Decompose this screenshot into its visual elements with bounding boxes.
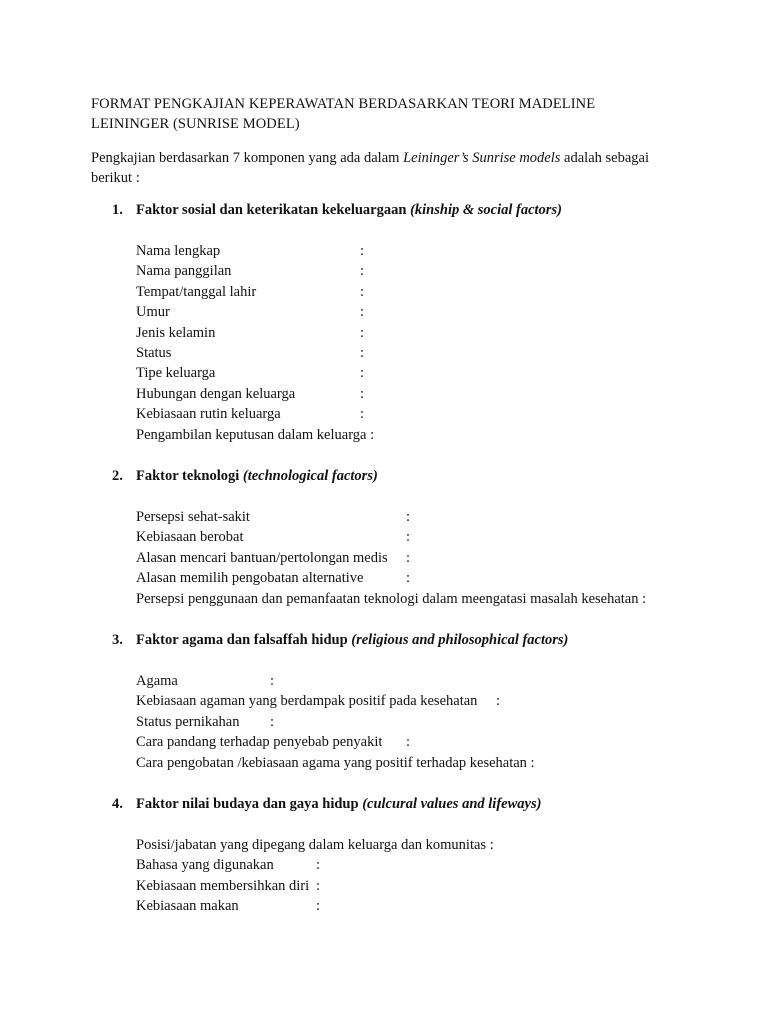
section-title: Faktor sosial dan keterikatan kekeluargaan [136,202,407,218]
field-row-agama [136,671,736,691]
field-colon: : [406,570,411,587]
field-colon: : [360,324,365,341]
field-row-kebiasaan-agama [136,691,736,711]
field-colon: : [360,243,365,259]
intro-suffix: adalah sebagai [560,150,649,166]
section-1-fields [136,241,736,445]
section-title-english: (technological factors) [242,468,378,484]
section-title: Faktor teknologi [136,468,240,484]
field-label: Kebiasaan makan [136,898,239,915]
field-label: Hubungan dengan keluarga [136,385,296,402]
field-colon: : [316,857,321,874]
field-label: Persepsi penggunaan dan pemanfaatan teknologi dalam meengatasi masalah kesehatan : [136,590,647,607]
section-title-english: (religious and philosophical factors) [351,632,569,648]
field-label: Kebiasaan agaman yang berdampak positif pada kesehatan [136,693,478,710]
section-2-fields [136,507,736,609]
field-label: Kebiasaan membersihkan diri [136,877,310,894]
field-row-cara-pandang [136,732,736,752]
field-label: Bahasa yang digunakan [136,857,274,874]
field-label: Tipe keluarga [136,365,216,382]
section-number: 3. [112,632,123,648]
field-label: Kebiasaan berobat [136,529,244,546]
section-number: 1. [112,202,123,218]
field-colon: : [360,344,365,361]
field-row-status-pernikahan [136,712,736,732]
field-row-nama-panggilan [136,261,736,281]
field-row-alasan-mencari-bantuan [136,548,736,568]
field-row-cara-pengobatan [136,753,736,773]
section-title: Faktor nilai budaya dan gaya hidup [136,796,359,812]
field-label: Nama panggilan [136,263,232,280]
field-colon: : [270,713,275,730]
field-label: Cara pandang terhadap penyebab penyakit [136,734,383,751]
field-row-alasan-memilih-alternative [136,568,736,588]
field-row-hubungan-keluarga [136,384,736,404]
field-row-persepsi-sehat-sakit [136,507,736,527]
field-row-kebiasaan-berobat [136,527,736,547]
field-row-tipe-keluarga [136,363,736,383]
field-label: Cara pengobatan /kebiasaan agama yang positif terhadap kesehatan : [136,754,535,771]
field-colon: : [406,549,411,566]
section-title: Faktor agama dan falsaffah hidup [136,632,348,648]
field-row-kebiasaan-membersihkan-diri [136,876,736,896]
field-row-nama-lengkap [136,241,736,261]
field-label: Tempat/tanggal lahir [136,283,257,300]
field-label: Posisi/jabatan yang dipegang dalam keluarga dan komunitas : [136,837,494,853]
field-label: Kebiasaan rutin keluarga [136,406,281,423]
intro-paragraph [91,148,691,189]
field-label: Persepsi sehat-sakit [136,509,250,525]
field-row-kebiasaan-rutin [136,404,736,424]
field-label: Agama [136,673,178,689]
section-title-english: (kinship & social factors) [410,202,562,218]
section-number: 2. [112,468,123,484]
field-colon: : [406,734,411,751]
field-colon: : [360,304,365,321]
field-colon: : [406,509,411,525]
intro-prefix: Pengkajian berdasarkan 7 komponen yang ada dalam [91,150,404,166]
field-label: Status pernikahan [136,713,240,730]
section-4-fields [136,835,736,917]
field-row-posisi-jabatan [136,835,736,855]
title-line-2: LEININGER (SUNRISE MODEL) [91,116,300,133]
field-colon: : [360,283,365,300]
field-colon: : [360,263,365,280]
field-label: Jenis kelamin [136,324,216,341]
field-colon: : [406,529,411,546]
field-label: Umur [136,304,170,321]
field-row-kebiasaan-makan [136,896,736,916]
field-row-pengambilan-keputusan [136,425,736,445]
field-colon: : [316,898,321,915]
field-label: Nama lengkap [136,243,221,259]
document-title [91,94,691,135]
field-label: Pengambilan keputusan dalam keluarga : [136,426,375,443]
field-colon: : [270,673,275,689]
field-colon: : [360,406,365,423]
field-colon: : [360,365,365,382]
field-row-jenis-kelamin [136,323,736,343]
field-row-tempat-tanggal-lahir [136,282,736,302]
field-row-persepsi-teknologi [136,589,736,609]
field-colon: : [496,693,501,710]
field-label: Status [136,344,172,361]
intro-line-2: berikut : [91,170,140,187]
intro-italic-model-name: Leininger’s Sunrise models [403,150,561,166]
field-row-bahasa [136,855,736,875]
title-line-1: FORMAT PENGKAJIAN KEPERAWATAN BERDASARKAN TEORI MADELINE [91,96,596,112]
section-number: 4. [112,796,123,812]
field-row-status [136,343,736,363]
section-3-fields [136,671,736,773]
section-title-english: (culcural values and lifeways) [362,796,542,812]
field-row-umur [136,302,736,322]
field-colon: : [360,385,365,402]
field-colon: : [316,877,321,894]
field-label: Alasan mencari bantuan/pertolongan medis [136,549,388,566]
field-label: Alasan memilih pengobatan alternative [136,570,364,587]
intro-line-1 [91,148,691,168]
